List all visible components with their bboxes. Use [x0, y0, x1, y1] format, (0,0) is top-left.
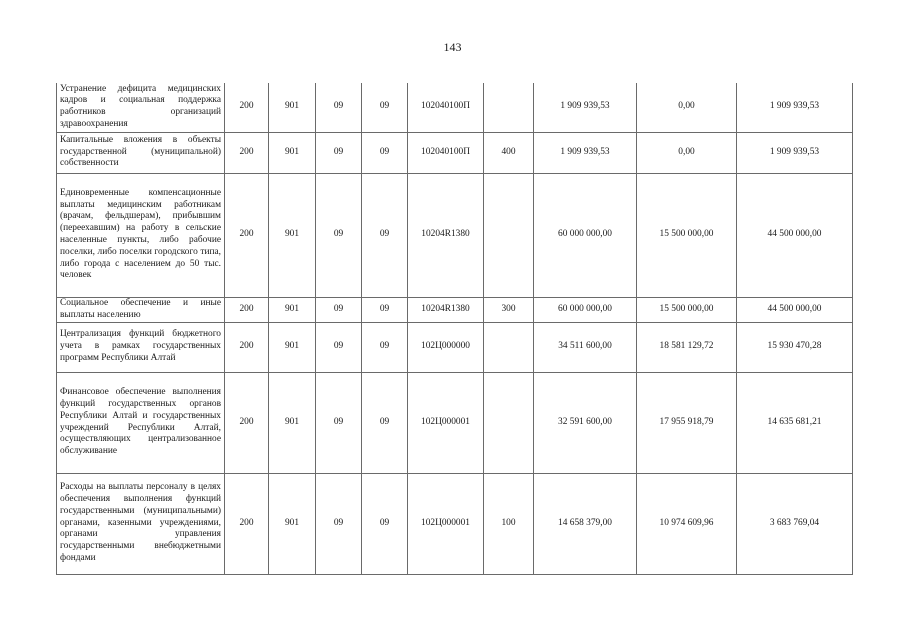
amount-planned-cell: 14 658 379,00 [534, 473, 637, 574]
page-number: 143 [443, 40, 462, 54]
section-cell: 09 [316, 473, 362, 574]
row-name-cell: Централизация функций бюджетного учета в рамках государственных программ Республики Алтай [57, 322, 225, 372]
amount-planned-cell: 60 000 000,00 [534, 297, 637, 322]
amount-executed-cell: 15 500 000,00 [637, 173, 737, 297]
target-article-cell: 102Ц000001 [408, 473, 484, 574]
amount-remaining-cell: 15 930 470,28 [737, 322, 853, 372]
table-row [57, 173, 853, 297]
subsection-cell: 09 [362, 372, 408, 473]
row-name-cell: Расходы на выплаты персоналу в целях обеспечения выполнения функций государственными (муниципальными) органами, казенными учреждениями, органами управления государственными внебюджетными фондами [57, 473, 225, 574]
grbs-cell: 200 [225, 473, 269, 574]
subsection-cell: 09 [362, 173, 408, 297]
expense-type-cell [484, 322, 534, 372]
section-cell: 09 [316, 297, 362, 322]
section-cell: 09 [316, 83, 362, 132]
target-article-cell: 102040100П [408, 83, 484, 132]
amount-remaining-cell: 1 909 939,53 [737, 83, 853, 132]
department-code-cell: 901 [269, 372, 316, 473]
department-code-cell: 901 [269, 322, 316, 372]
table-row [57, 83, 853, 132]
table-row [57, 297, 853, 322]
target-article-cell: 10204R1380 [408, 297, 484, 322]
row-name-cell: Социальное обеспечение и иные выплаты населению [57, 297, 225, 322]
grbs-cell: 200 [225, 322, 269, 372]
row-name-cell: Устранение дефицита медицинских кадров и социальная поддержка работников организаций здравоохранения [57, 83, 225, 132]
table-row [57, 132, 853, 173]
table-row [57, 473, 853, 574]
amount-planned-cell: 1 909 939,53 [534, 83, 637, 132]
grbs-cell: 200 [225, 297, 269, 322]
department-code-cell: 901 [269, 83, 316, 132]
row-name-cell: Единовременные компенсационные выплаты медицинским работникам (врачам, фельдшерам), прибывшим (переехавшим) на работу в сельские населенные пункты, либо рабочие поселки, либо поселки городского типа, либо города с населением до 50 тыс. человек [57, 173, 225, 297]
target-article-cell: 102040100П [408, 132, 484, 173]
grbs-cell: 200 [225, 83, 269, 132]
amount-remaining-cell: 1 909 939,53 [737, 132, 853, 173]
subsection-cell: 09 [362, 473, 408, 574]
row-name-cell: Капитальные вложения в объекты государственной (муниципальной) собственности [57, 132, 225, 173]
grbs-cell: 200 [225, 173, 269, 297]
department-code-cell: 901 [269, 297, 316, 322]
amount-executed-cell: 10 974 609,96 [637, 473, 737, 574]
table-row [57, 372, 853, 473]
amount-executed-cell: 18 581 129,72 [637, 322, 737, 372]
amount-executed-cell: 15 500 000,00 [637, 297, 737, 322]
amount-remaining-cell: 3 683 769,04 [737, 473, 853, 574]
amount-executed-cell: 0,00 [637, 132, 737, 173]
grbs-cell: 200 [225, 372, 269, 473]
expense-type-cell: 100 [484, 473, 534, 574]
amount-planned-cell: 34 511 600,00 [534, 322, 637, 372]
target-article-cell: 10204R1380 [408, 173, 484, 297]
budget-table [56, 83, 853, 575]
section-cell: 09 [316, 372, 362, 473]
subsection-cell: 09 [362, 132, 408, 173]
table-row [57, 322, 853, 372]
expense-type-cell: 300 [484, 297, 534, 322]
department-code-cell: 901 [269, 473, 316, 574]
amount-remaining-cell: 14 635 681,21 [737, 372, 853, 473]
amount-planned-cell: 32 591 600,00 [534, 372, 637, 473]
expense-type-cell [484, 372, 534, 473]
target-article-cell: 102Ц000001 [408, 372, 484, 473]
department-code-cell: 901 [269, 173, 316, 297]
subsection-cell: 09 [362, 83, 408, 132]
amount-planned-cell: 60 000 000,00 [534, 173, 637, 297]
expense-type-cell: 400 [484, 132, 534, 173]
target-article-cell: 102Ц000000 [408, 322, 484, 372]
subsection-cell: 09 [362, 322, 408, 372]
section-cell: 09 [316, 132, 362, 173]
amount-executed-cell: 0,00 [637, 83, 737, 132]
row-name-cell: Финансовое обеспечение выполнения функций государственных органов Республики Алтай и государственных учреждений Республики Алтай, осуществляющих централизованное обслуживание [57, 372, 225, 473]
department-code-cell: 901 [269, 132, 316, 173]
section-cell: 09 [316, 322, 362, 372]
amount-executed-cell: 17 955 918,79 [637, 372, 737, 473]
expense-type-cell [484, 83, 534, 132]
grbs-cell: 200 [225, 132, 269, 173]
amount-remaining-cell: 44 500 000,00 [737, 173, 853, 297]
expense-type-cell [484, 173, 534, 297]
subsection-cell: 09 [362, 297, 408, 322]
section-cell: 09 [316, 173, 362, 297]
amount-remaining-cell: 44 500 000,00 [737, 297, 853, 322]
amount-planned-cell: 1 909 939,53 [534, 132, 637, 173]
